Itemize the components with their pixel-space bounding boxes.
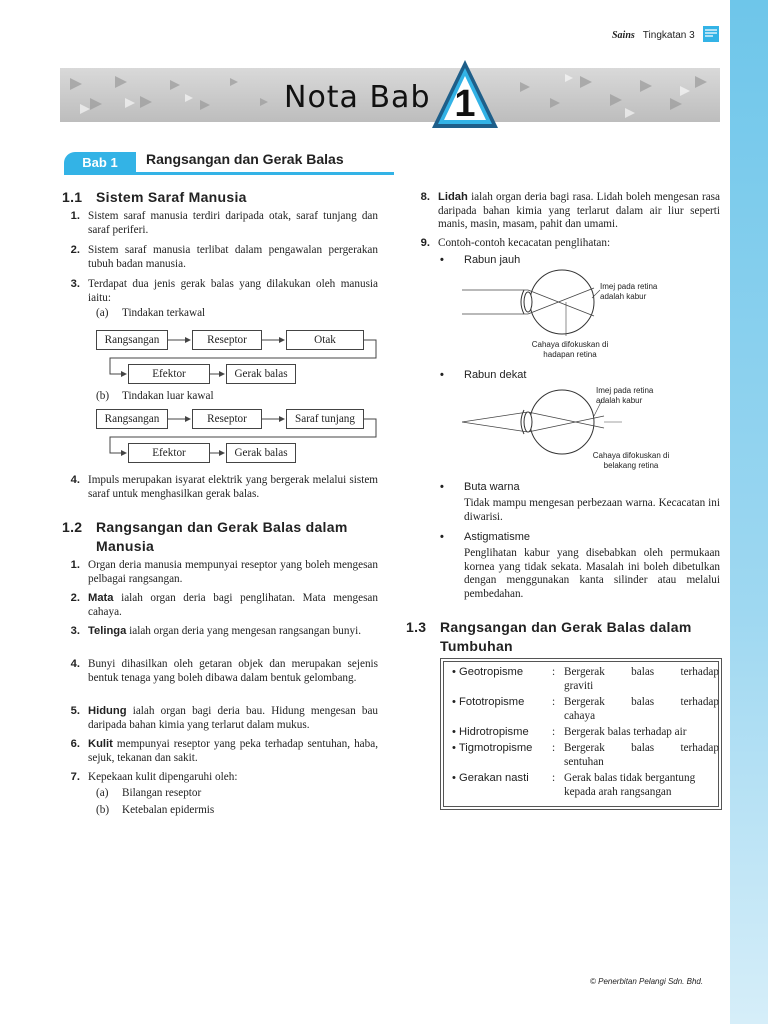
subject-label: Sains <box>612 30 635 41</box>
banner-title: Nota Bab <box>284 80 431 115</box>
list-item: 4. Impuls merupakan isyarat elektrik yang bergerak melalui sistem saraf untuk menghasilkan gerak balas. <box>70 474 378 500</box>
list-item: 6. Kulit mempunyai reseptor yang peka terhadap sentuhan, haba, sejuk, tekanan dan sakit. <box>70 738 378 764</box>
bullet-buta-warna: • Buta warna <box>440 481 520 493</box>
list-item: 2. Mata ialah organ deria bagi penglihatan. Mata mengesan cahaya. <box>70 592 378 618</box>
section-heading-1-3: 1.3 Rangsangan dan Gerak Balas dalam Tumbuhan <box>406 619 692 654</box>
myopia-eye-diagram <box>462 268 602 340</box>
flow-box-otak: Otak <box>286 330 364 350</box>
chapter-underline <box>64 172 394 175</box>
flow-box-reseptor: Reseptor <box>192 330 262 350</box>
section-heading-1-1: 1.1 Sistem Saraf Manusia <box>62 189 247 205</box>
chapter-number: 1 <box>454 83 476 125</box>
level-label: Tingkatan 3 <box>642 30 695 41</box>
section-heading-1-2: 1.2 Rangsangan dan Gerak Balas dalam Manusia <box>62 519 348 554</box>
chapter-title: Rangsangan dan Gerak Balas <box>146 151 344 167</box>
list-item: 4. Bunyi dihasilkan oleh getaran objek dan merupakan sejenis bentuk tenaga yang boleh dibawa dalam bentuk gelombang. <box>70 658 378 684</box>
list-item: 2. Sistem saraf manusia terlibat dalam pengawalan pergerakan tubuh badan manusia. <box>70 244 378 270</box>
list-item: 8. Lidah ialah organ deria bagi rasa. Lidah boleh mengesan rasa daripada bahan kimia yang terlarut dalam air liur seperti manis, masin, masam, pahit dan umami. <box>420 191 720 230</box>
list-item: 5. Hidung ialah organ bagi deria bau. Hidung mengesan bau daripada bahan kimia yang terlarut dalam mukus. <box>70 705 378 731</box>
hyperopia-focus-label: Cahaya difokuskan di belakang retina <box>592 451 670 470</box>
page-edge-strip <box>730 0 768 1024</box>
flow-box-rangsangan: Rangsangan <box>96 330 168 350</box>
myopia-focus-label: Cahaya difokuskan di hadapan retina <box>531 340 609 359</box>
flow-box-saraf-tunjang: Saraf tunjang <box>286 409 364 429</box>
sub-item-b: (b) Tindakan luar kawal <box>96 390 214 402</box>
flow-box-gerak-balas: Gerak balas <box>226 364 296 384</box>
list-item: 1. Organ deria manusia mempunyai reseptor yang boleh mengesan pelbagai rangsangan. <box>70 559 378 585</box>
chapter-number-badge <box>430 58 500 130</box>
list-item: 7. Kepekaan kulit dipengaruhi oleh: <box>70 771 238 783</box>
list-item: 3. Telinga ialah organ deria yang mengesan rangsangan bunyi. <box>70 625 361 637</box>
sub-item-7b: (b) Ketebalan epidermis <box>96 804 215 816</box>
sub-item-a: (a) Tindakan terkawal <box>96 307 206 319</box>
flow-box-efektor: Efektor <box>128 443 210 463</box>
list-item: 1. Sistem saraf manusia terdiri daripada otak, saraf tunjang dan saraf periferi. <box>70 210 378 236</box>
buta-warna-text: Tidak mampu mengesan perbezaan warna. Kecacatan ini diwarisi. <box>464 497 720 523</box>
publisher-icon <box>703 26 719 42</box>
flow-box-rangsangan: Rangsangan <box>96 409 168 429</box>
list-item: 9. Contoh-contoh kecacatan penglihatan: <box>420 237 611 249</box>
running-header <box>612 30 695 41</box>
bullet-astigmatisme: • Astigmatisme <box>440 531 531 543</box>
bullet-rabun-dekat: • Rabun dekat <box>440 369 527 381</box>
bullet-rabun-jauh: • Rabun jauh <box>440 254 521 266</box>
chapter-tab: Bab 1 <box>64 152 136 174</box>
flow-box-gerak-balas: Gerak balas <box>226 443 296 463</box>
copyright-footer: © Penerbitan Pelangi Sdn. Bhd. <box>590 977 704 986</box>
flow-box-efektor: Efektor <box>128 364 210 384</box>
astigmatisme-text: Penglihatan kabur yang disebabkan oleh permukaan kornea yang tidak sekata. Masalah ini boleh dibetulkan dengan menggunakan kanta silinder atau melalui pembedahan. <box>464 547 720 600</box>
sub-item-7a: (a) Bilangan reseptor <box>96 787 202 799</box>
hyperopia-image-label: Imej pada retina adalah kabur <box>596 386 654 405</box>
list-item: 3. Terdapat dua jenis gerak balas yang dilakukan oleh manusia iaitu: <box>70 278 378 304</box>
myopia-image-label: Imej pada retina adalah kabur <box>600 282 658 301</box>
flow-box-reseptor: Reseptor <box>192 409 262 429</box>
